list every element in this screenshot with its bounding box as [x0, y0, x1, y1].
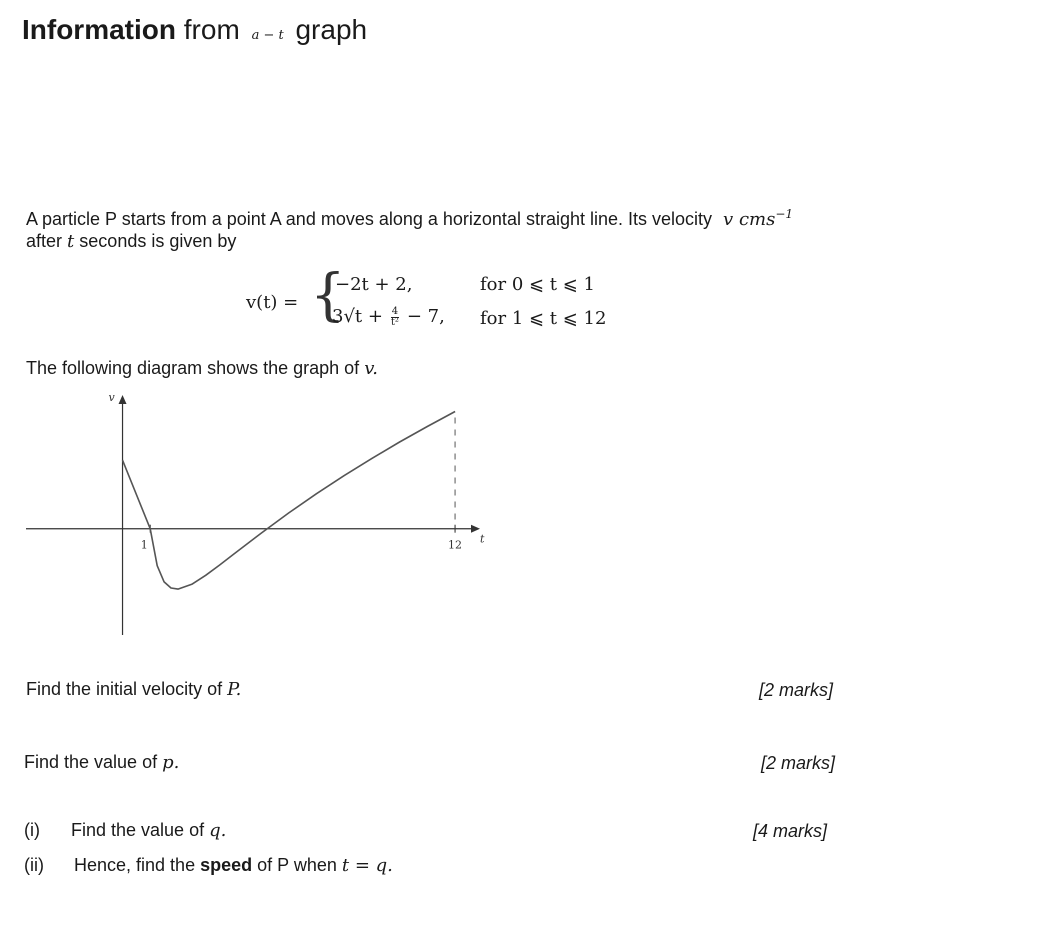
intro-line-1 — [26, 207, 793, 230]
x-axis-arrow — [471, 525, 480, 533]
part-ii-label: (ii) — [24, 855, 44, 875]
question-2-text: Find the value of — [24, 752, 158, 772]
part-ii — [74, 855, 393, 876]
part-i-marks: [4 marks] — [753, 821, 828, 841]
title-word-graph: graph — [295, 14, 368, 45]
y-axis-arrow — [119, 395, 127, 404]
case2-numerator: 4 — [391, 305, 399, 317]
diagram-caption — [26, 358, 378, 379]
case2-post: − 7, — [406, 306, 445, 327]
part-ii-post: of P when — [257, 855, 337, 875]
part-ii-bold: speed — [200, 855, 253, 875]
part-ii-pre: Hence, find the — [74, 855, 196, 875]
y-axis-label: v — [108, 391, 115, 404]
case2-expression — [332, 306, 445, 328]
velocity-unit — [723, 209, 793, 230]
question-2 — [24, 752, 179, 773]
question-1 — [26, 679, 241, 700]
question-1-var: P. — [227, 679, 242, 700]
series-line-1 — [123, 460, 151, 529]
intro-line-2 — [26, 231, 236, 252]
piecewise-lhs: v(t) = — [246, 292, 299, 313]
page-title — [22, 14, 367, 46]
case1-condition: for 0 ⩽ t ⩽ 1 — [480, 274, 596, 295]
intro-given: seconds is given by — [79, 231, 237, 251]
piecewise-brace: { — [310, 263, 346, 328]
part-i-var: q. — [209, 820, 227, 841]
part-i — [71, 820, 226, 841]
question-1-marks: [2 marks] — [759, 680, 834, 700]
intro-after: after — [26, 231, 63, 251]
title-graph-type: a − t — [251, 28, 284, 43]
part-i-label: (i) — [24, 820, 40, 840]
case2-denominator: t² — [390, 316, 399, 328]
part-ii-math: t = q. — [341, 855, 393, 876]
caption-text: The following diagram shows the graph of — [26, 358, 360, 378]
question-1-text: Find the initial velocity of — [26, 679, 223, 699]
title-bold: Information — [22, 14, 176, 45]
x-tick-label-12: 12 — [448, 538, 463, 552]
case2-condition: for 1 ⩽ t ⩽ 12 — [480, 308, 607, 329]
velocity-unit-text: v cms — [723, 209, 776, 230]
part-i-text: Find the value of — [71, 820, 205, 840]
intro-text: A particle P starts from a point A and moves along a horizontal straight line. Its velocity — [26, 209, 713, 229]
case1-expression: −2t + 2, — [335, 274, 413, 295]
velocity-unit-exp: −1 — [775, 207, 794, 221]
case2-pre: 3√t + — [332, 306, 383, 327]
question-2-marks: [2 marks] — [761, 753, 836, 773]
velocity-time-graph — [0, 385, 500, 645]
intro-var-t: t — [67, 231, 75, 252]
case2-fraction — [391, 307, 399, 328]
x-axis-label: t — [480, 532, 485, 546]
series-line-2 — [150, 412, 455, 590]
title-word: from — [183, 14, 240, 45]
question-2-var: p. — [162, 752, 180, 773]
x-tick-label-1: 1 — [140, 538, 148, 552]
caption-var: v. — [364, 358, 378, 379]
